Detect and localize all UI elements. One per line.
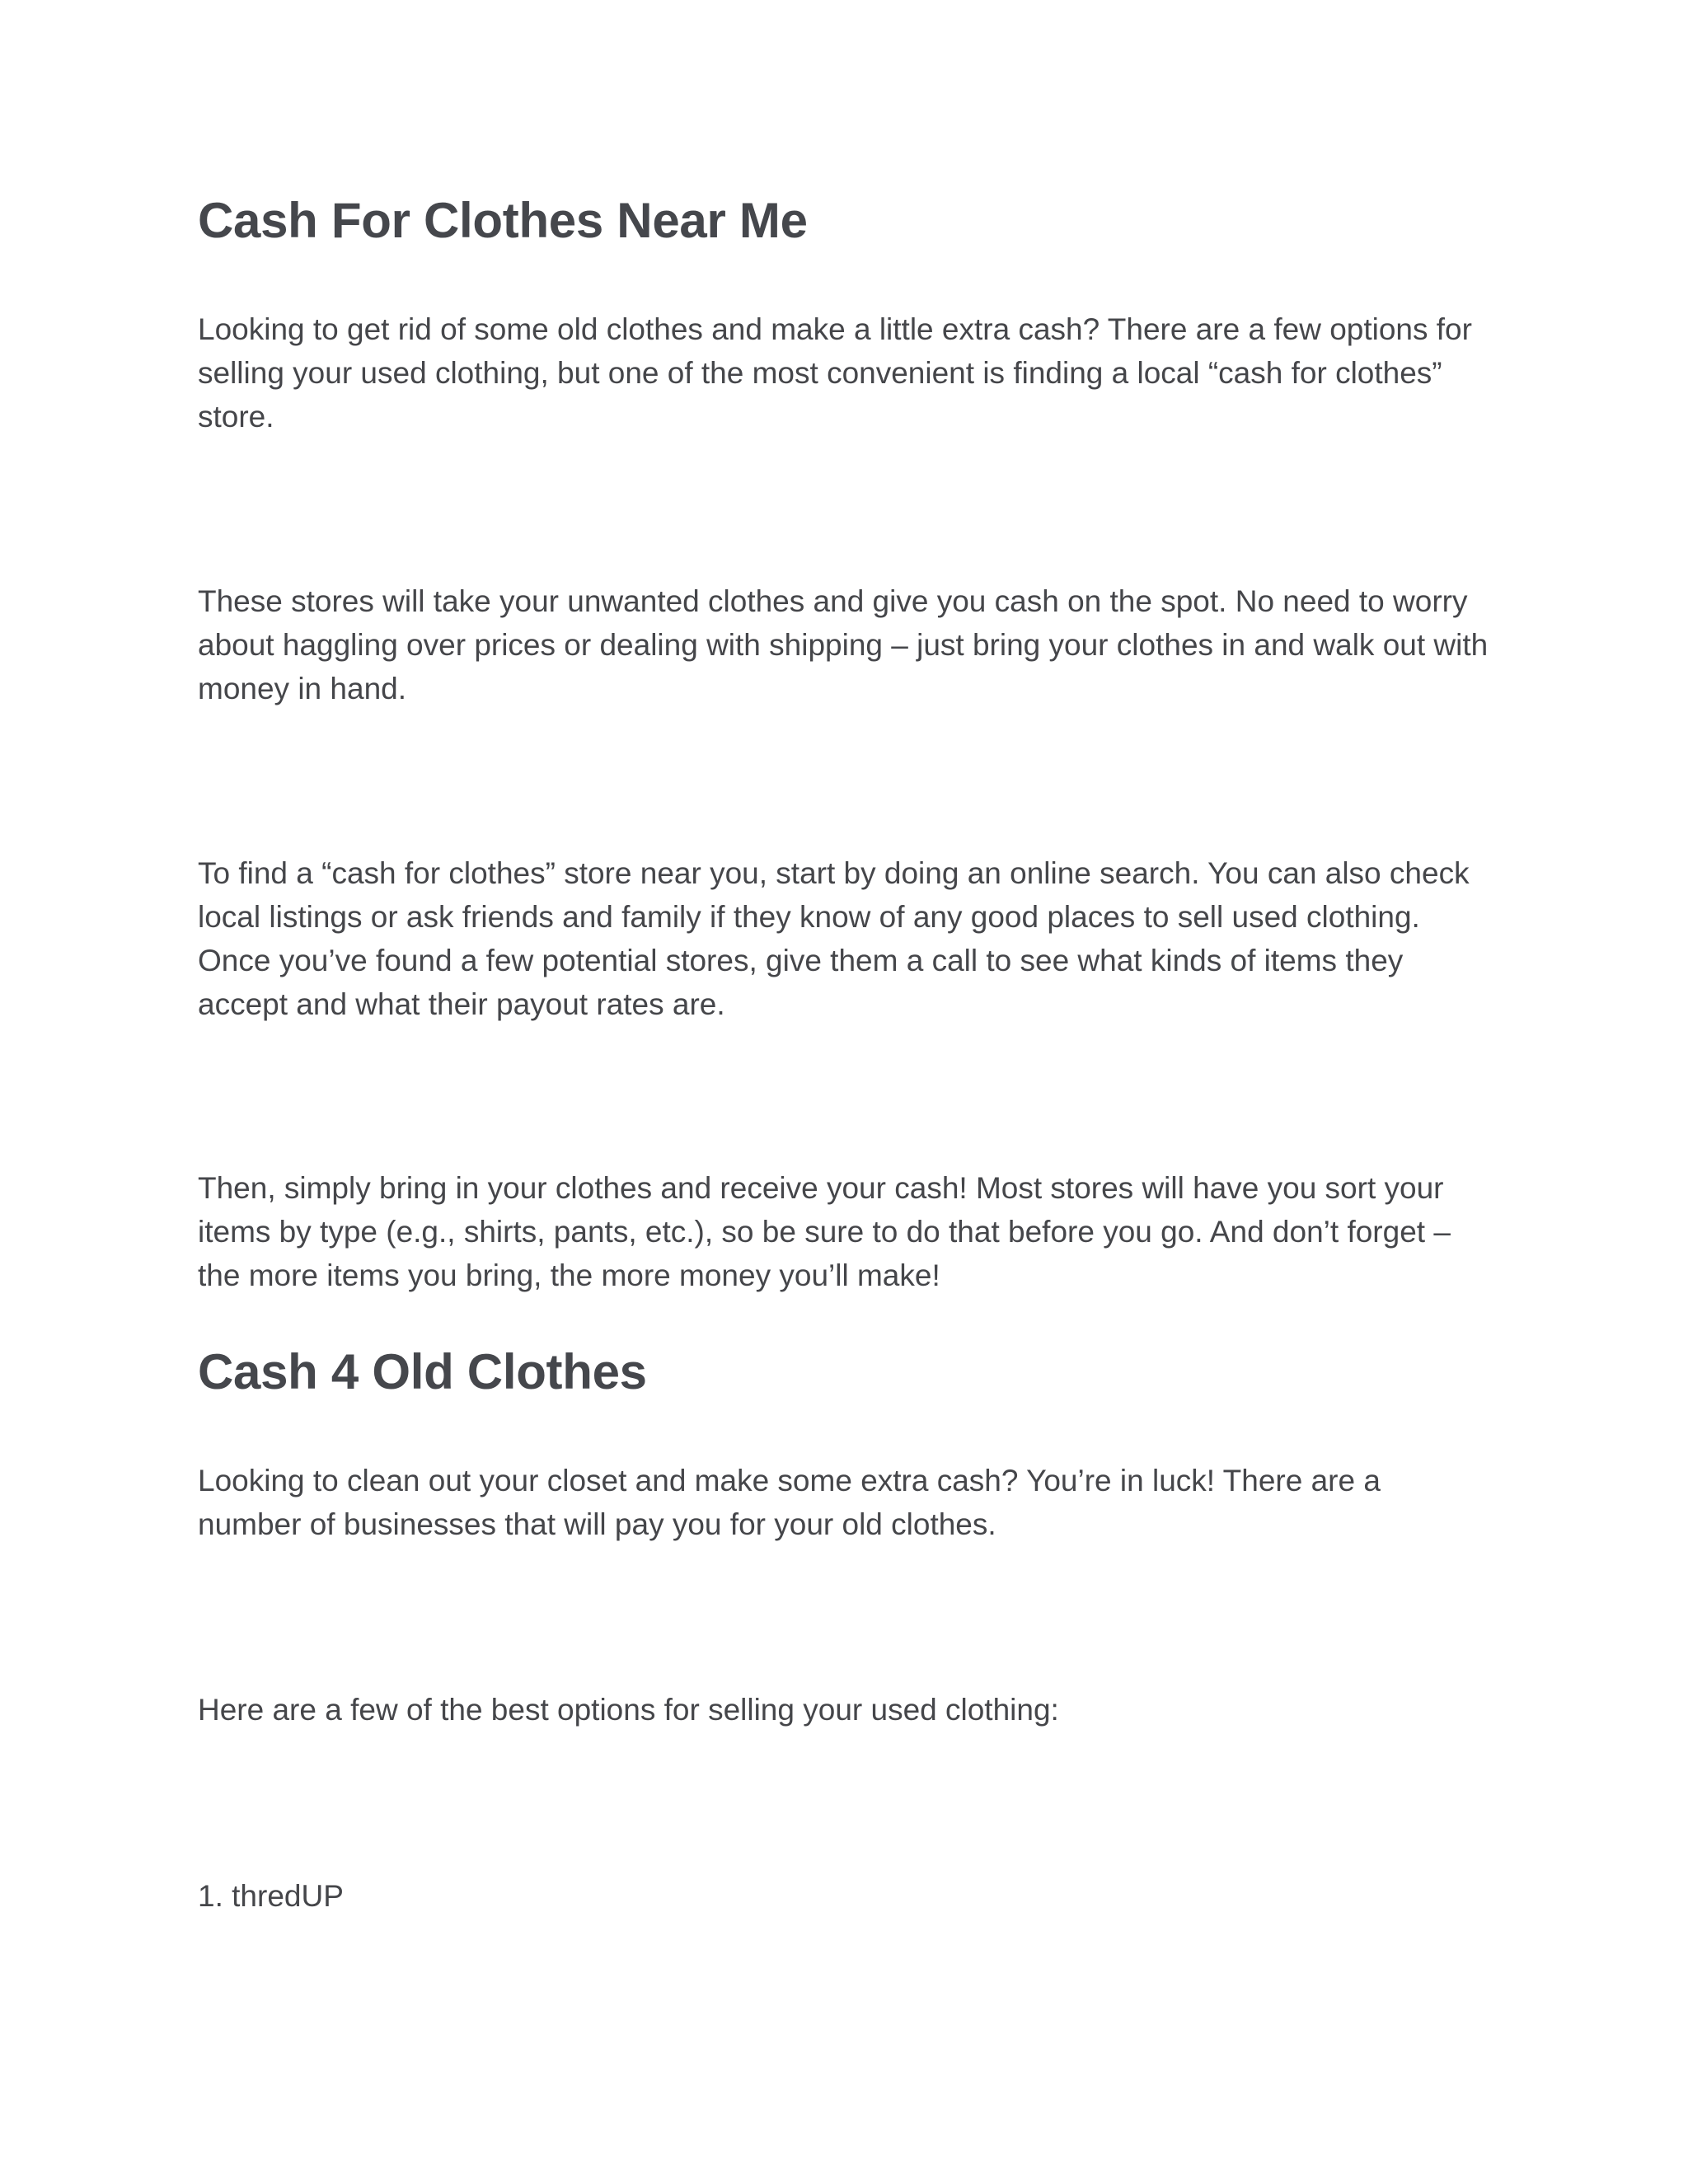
paragraph: Looking to clean out your closet and make some extra cash? You’re in luck! There are a number of businesses that will pay you for your old clothes. bbox=[198, 1464, 1381, 1541]
paragraph: Here are a few of the best options for selling your used clothing: bbox=[198, 1693, 1059, 1727]
section-heading-cash-4-old-clothes: Cash 4 Old Clothes bbox=[198, 1344, 647, 1399]
paragraph: Then, simply bring in your clothes and receive your cash! Most stores will have you sort your items by type (e.g., shirts, pants, etc.), so be sure to do that before you go. And don’t forget – the more items you bring, the more money you’ll make! bbox=[198, 1171, 1451, 1292]
paragraph: To find a “cash for clothes” store near you, start by doing an online search. You can also check local listings or ask friends and family if they know of any good places to sell used clothing. Once you’ve found a few potential stores, give them a call to see what kinds of items they accept and what their payout rates are. bbox=[198, 856, 1470, 1021]
list-item-thredup: 1. thredUP bbox=[198, 1879, 344, 1913]
paragraph: Looking to get rid of some old clothes and make a little extra cash? There are a few options for selling your used clothing, but one of the most convenient is finding a local “cash for clothes” store. bbox=[198, 312, 1472, 434]
paragraph: These stores will take your unwanted clothes and give you cash on the spot. No need to worry about haggling over prices or dealing with shipping – just bring your clothes in and walk out with money in hand. bbox=[198, 584, 1489, 705]
section-heading-cash-for-clothes-near-me: Cash For Clothes Near Me bbox=[198, 193, 808, 248]
